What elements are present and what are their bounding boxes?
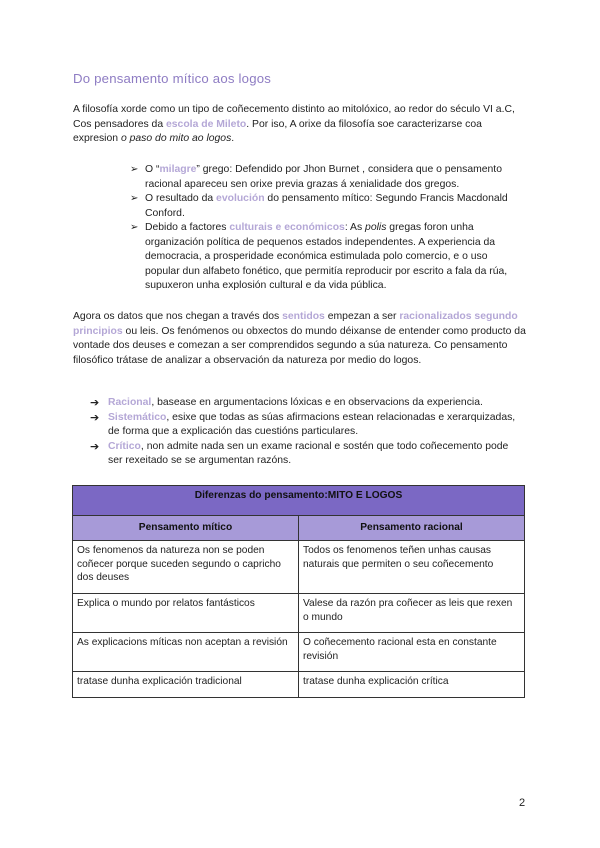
emphasis-mito-logos: o paso do mito ao logos [120, 133, 232, 144]
list-item: ➔ Crítico, non admite nada sen un exame racional e sostén que todo coñecemento pode ser rexeitado se se argumentan razóns. [90, 440, 509, 466]
logos-traits-list [90, 396, 520, 469]
table-cell: As explicacions míticas non aceptan a revisión [73, 633, 299, 672]
intro-paragraph: A filosofía xorde como un tipo de coñecemento distinto ao mitolóxico, ao redor do século VI a.C, Cos pensadores da escola de Mileto. Por iso, A orixe da filosofía soe caracterizarse coa expresion o paso do mito ao logos. [73, 104, 515, 144]
table-cell: Explica o mundo por relatos fantásticos [73, 594, 299, 633]
origin-theories-list [130, 163, 508, 294]
list-item: ➔ Sistemático, esixe que todas as súas afirmacions estean relacionadas e xerarquizadas, de forma que a explicación das cuestións particulares. [90, 411, 516, 437]
arrow-bullet-icon: ➢ [130, 193, 139, 204]
highlight-escola: escola de Mileto [166, 118, 247, 130]
arrow-right-icon: ➔ [90, 411, 100, 424]
table-cell: O coñecemento racional esta en constante revisión [299, 633, 525, 672]
table-row [73, 633, 525, 672]
table-row [73, 672, 525, 698]
logos-paragraph: Agora os datos que nos chegan a través dos sentidos empezan a ser racionalizados segundo principios ou leis. Os fenómenos ou obxectos do mundo déixanse de entender como producto da vontade dos deuses e comezan a ser comprendidos segundo a súa natureza. Co pensamento filosófico trátase de analizar a observación da natureza por medio do logos. [73, 311, 526, 366]
page-number: 2 [519, 797, 526, 809]
column-header-rational: Pensamento racional [299, 516, 525, 541]
table-caption: Diferenzas do pensamento:MITO E LOGOS [73, 486, 525, 516]
table-cell: Todos os fenomenos teñen unhas causas naturais que permiten o seu coñecemento [299, 541, 525, 594]
column-header-mythic: Pensamento mítico [73, 516, 299, 541]
page-title: Do pensamento mítico aos logos [73, 71, 272, 86]
table-row [73, 594, 525, 633]
arrow-right-icon: ➔ [90, 440, 100, 453]
list-item: ➢ O “milagre” grego: Defendido por Jhon Burnet , considera que o pensamento racional apareceu sen orixe previa grazas á xenialidade dos gregos. [130, 164, 502, 190]
table-cell: Os fenomenos da natureza non se poden coñecer porque suceden segundo o capricho dos deuses [73, 541, 299, 594]
table-cell: tratase dunha explicación tradicional [73, 672, 299, 698]
arrow-right-icon: ➔ [90, 397, 100, 409]
table-row [73, 541, 525, 594]
comparison-table [72, 485, 525, 698]
list-item: ➢ Debido a factores culturais e económicos: As polis gregas foron unha organización política de pequenos estados independentes. A experiencia da democracia, a prosperidade económica estimulada polo comercio, e o uso popular dun alfabeto fonético, que permitía reproducir por escrito a fala da rúa, supuxeron unha explosión cultural e da vida pública. [130, 222, 508, 291]
arrow-bullet-icon: ➢ [130, 164, 139, 175]
list-item: ➢ O resultado da evolución do pensamento mítico: Segundo Francis Macdonald Conford. [130, 193, 508, 219]
arrow-bullet-icon: ➢ [130, 222, 139, 233]
table-cell: Valese da razón pra coñecer as leis que rexen o mundo [299, 594, 525, 633]
table-cell: tratase dunha explicación crítica [299, 672, 525, 698]
list-item: ➔ Racional, basease en argumentacions lóxicas e en observacions da experiencia. [90, 397, 483, 409]
